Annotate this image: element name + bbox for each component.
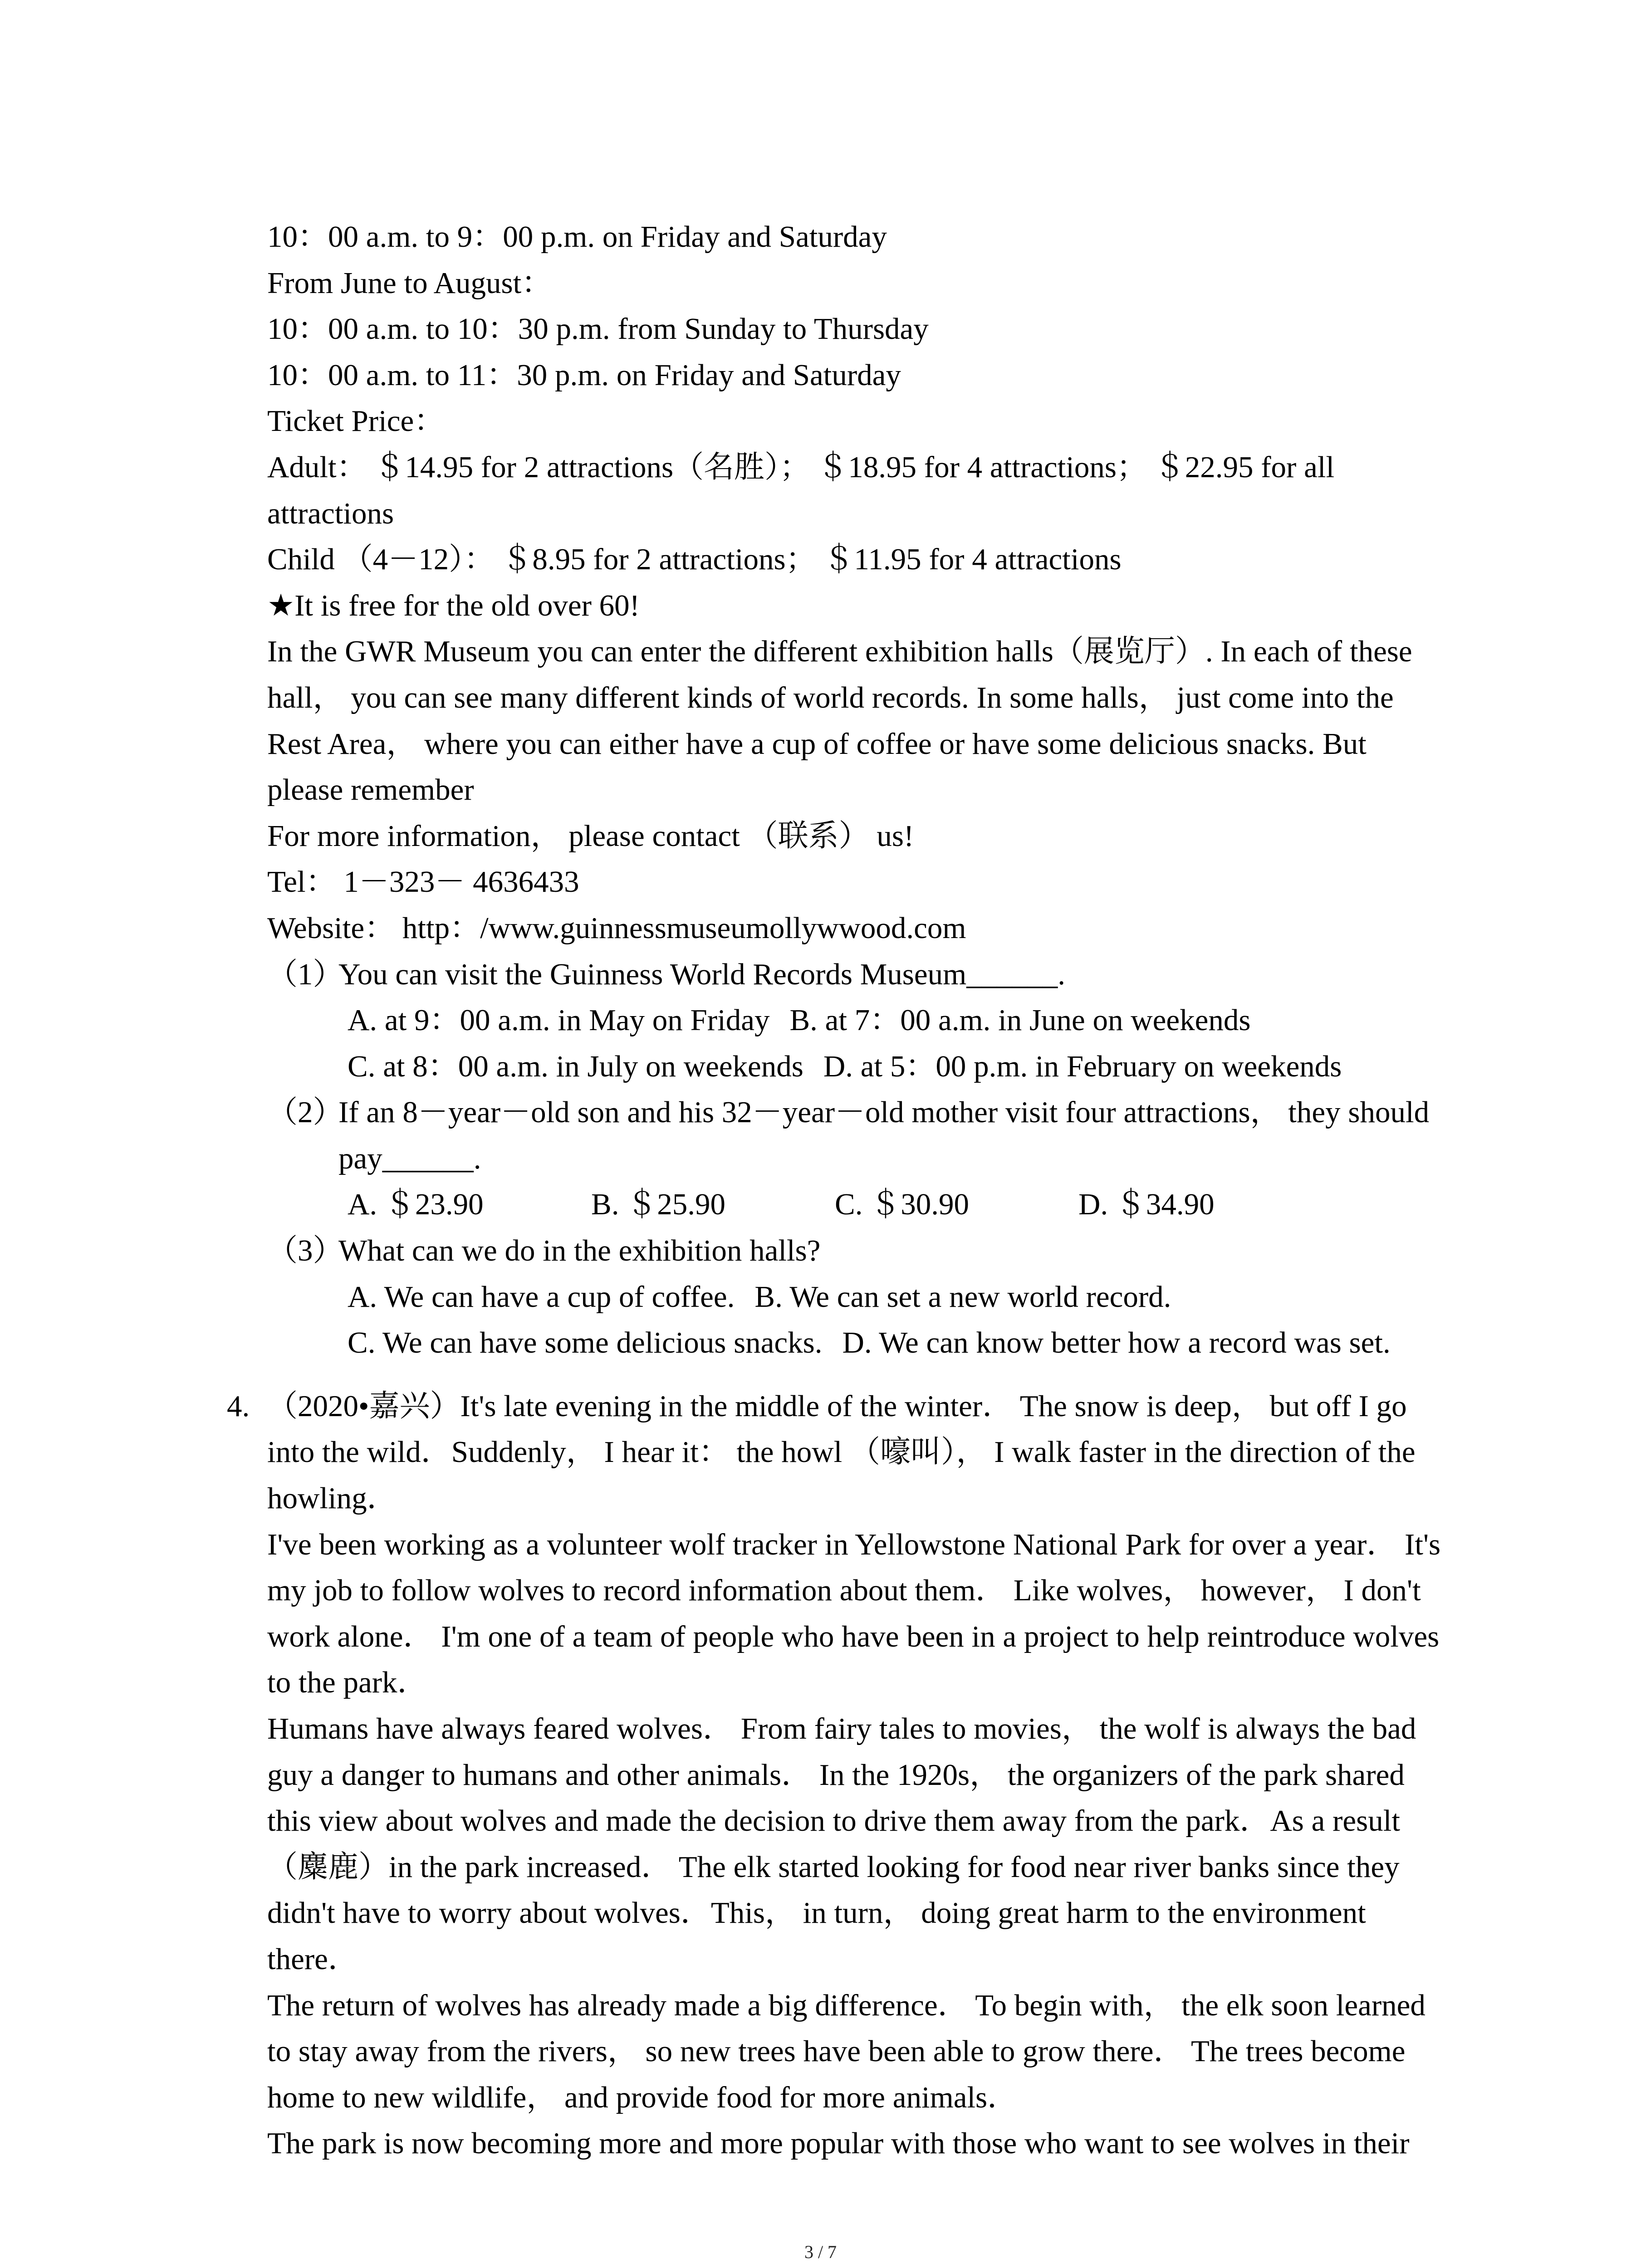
option-b: B. at 7：00 a.m. in June on weekends [789, 1003, 1251, 1037]
free-admission-note: ★It is free for the old over 60! [267, 588, 640, 622]
question-number: （1） [267, 957, 343, 991]
contact-line: For more information， please contact （联系） us! [267, 819, 914, 853]
question-stem-line [267, 952, 1538, 998]
question-number: （3） [267, 1234, 343, 1268]
passage-line: （麋鹿）in the park increased． The elk started looking for food near river banks since they [267, 1850, 1400, 1884]
passage-line [267, 1383, 1538, 1430]
passage-line: to stay away from the rivers， so new trees have been able to grow there． The trees become [267, 2034, 1406, 2068]
question-stem: If an 8－year－old son and his 32－year－old mother visit four attractions， they should [338, 1095, 1430, 1129]
question-2 [267, 1090, 1538, 1228]
paragraph-line: please remember [267, 773, 474, 807]
option-row [267, 1182, 1538, 1228]
page-number: 3 / 7 [804, 2242, 837, 2262]
option-c: C. We can have some delicious snacks. [348, 1326, 823, 1360]
passage-line: Humans have always feared wolves． From fairy tales to movies， the wolf is always the bad [267, 1712, 1416, 1745]
website-line: Website： http：/www.guinnessmuseumollywwood.com [267, 911, 966, 945]
exhibition-halls-paragraph [267, 629, 1538, 813]
adult-ticket-price-continued: attractions [267, 496, 394, 530]
question-number: 4. [227, 1389, 250, 1423]
question-stem-line [267, 1228, 1538, 1274]
option-b: B. We can set a new world record. [754, 1280, 1171, 1314]
option-row [267, 1320, 1538, 1366]
passage-4 [227, 1383, 1538, 2167]
question-3 [267, 1228, 1538, 1366]
phone-number: Tel： 1－323－ 4636433 [267, 865, 579, 899]
answer-blank: ______ [966, 957, 1058, 991]
option-c: C. at 8：00 a.m. in July on weekends [348, 1049, 803, 1083]
passage-line: howling． [267, 1481, 397, 1515]
passage-line: to the park． [267, 1666, 428, 1700]
passage-line: The park is now becoming more and more popular with those who want to see wolves in their [267, 2126, 1410, 2160]
option-c: C. ＄30.90 [835, 1188, 969, 1222]
option-d: D. ＄34.90 [1078, 1188, 1215, 1222]
passage-line: there． [267, 1942, 358, 1976]
option-a: A. We can have a cup of coffee. [348, 1280, 735, 1314]
question-stem-continued: pay [338, 1141, 382, 1175]
question-end: . [473, 1141, 481, 1175]
question-stem-line [267, 1136, 1538, 1182]
passage-line: work alone． I'm one of a team of people who have been in a project to help reintroduce wolves [267, 1619, 1440, 1653]
passage-source: （2020•嘉兴） [267, 1389, 460, 1423]
question-stem-line [267, 1090, 1538, 1136]
question-stem: What can we do in the exhibition halls? [338, 1234, 821, 1268]
option-a: A. at 9：00 a.m. in May on Friday [348, 1003, 770, 1037]
question-stem: You can visit the Guinness World Records Museum [338, 957, 967, 991]
ticket-price-heading: Ticket Price： [267, 404, 445, 438]
adult-ticket-price: Adult： ＄14.95 for 2 attractions（名胜）； ＄18.95 for 4 attractions； ＄22.95 for all [267, 450, 1335, 484]
option-row [267, 1044, 1538, 1090]
question-1 [267, 952, 1538, 1090]
question-number: （2） [267, 1095, 343, 1129]
passage-line: didn't have to worry about wolves．This， in turn， doing great harm to the environment [267, 1896, 1366, 1930]
question-end: . [1058, 957, 1065, 991]
passage-line: my job to follow wolves to record information about them． Like wolves， however， I don't [267, 1574, 1421, 1608]
paragraph-line: Rest Area， where you can either have a cup of coffee or have some delicious snacks. But [267, 727, 1367, 761]
passage-line: this view about wolves and made the decision to drive them away from the park．As a result [267, 1804, 1400, 1838]
hours-line: 10：00 a.m. to 11：30 p.m. on Friday and Saturday [267, 358, 901, 392]
passage-line: into the wild．Suddenly， I hear it： the howl （嚎叫）， I walk faster in the direction of the [267, 1435, 1416, 1469]
child-ticket-price: Child （4－12）： ＄8.95 for 2 attractions； ＄11.95 for 4 attractions [267, 543, 1122, 577]
option-d: D. We can know better how a record was set. [842, 1326, 1391, 1360]
option-row [267, 997, 1538, 1044]
answer-blank: ______ [382, 1141, 474, 1175]
option-d: D. at 5：00 p.m. in February on weekends [823, 1049, 1342, 1083]
paragraph-line: In the GWR Museum you can enter the different exhibition halls（展览厅）. In each of these [267, 635, 1412, 669]
passage-text: It's late evening in the middle of the winter． The snow is deep， but off I go [460, 1389, 1407, 1423]
option-b: B. ＄25.90 [591, 1188, 725, 1222]
option-row [267, 1274, 1538, 1320]
passage-line: home to new wildlife， and provide food for more animals． [267, 2080, 1018, 2114]
document-body [227, 214, 1538, 2167]
summer-hours-heading: From June to August： [267, 266, 552, 300]
hours-line: 10：00 a.m. to 9：00 p.m. on Friday and Saturday [267, 220, 887, 254]
option-a: A. ＄23.90 [348, 1188, 484, 1222]
passage-line: I've been working as a volunteer wolf tracker in Yellowstone National Park for over a year． It's [267, 1527, 1441, 1561]
passage-line: The return of wolves has already made a big difference． To begin with， the elk soon learned [267, 1988, 1425, 2022]
passage-line: guy a danger to humans and other animals． In the 1920s， the organizers of the park shared [267, 1758, 1405, 1792]
hours-line: 10：00 a.m. to 10：30 p.m. from Sunday to Thursday [267, 312, 929, 346]
paragraph-line: hall， you can see many different kinds of world records. In some halls， just come into the [267, 680, 1394, 714]
